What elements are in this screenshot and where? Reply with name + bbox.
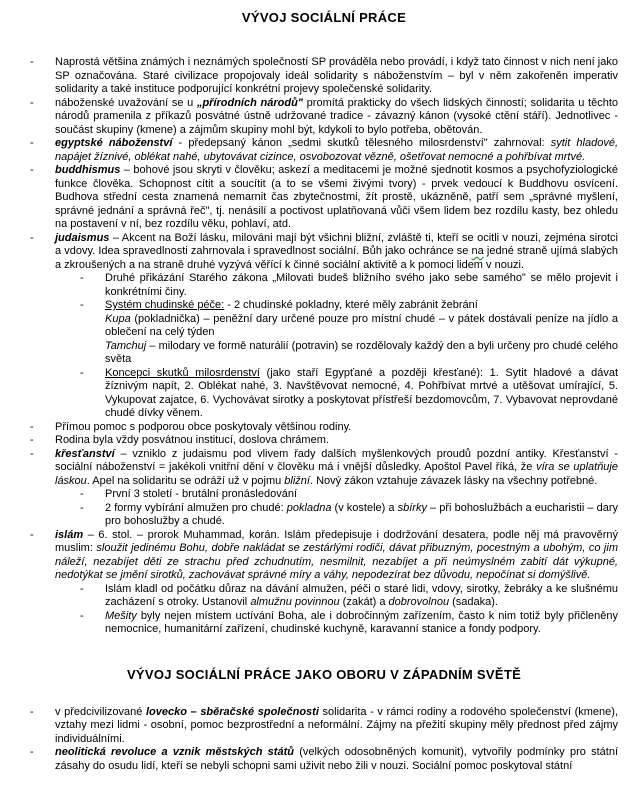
- list-item: [30, 448, 618, 489]
- list-item-text: Tamchuj – milodary ve formě naturálií (potravin) se rozdělovaly každý den a byli určeny pro chudé celého světa: [105, 339, 618, 365]
- list-item-text: náboženské uvažování se u „přírodních národů" promítá prakticky do všech lidských činností; solidarita u těchto národů pramenila z příkazů posvátné ústně udržované tradice - závazný kánon (vysoké ctění stáří). Jednotlivec - součást skupiny (kmene) a zájmům skupiny mohl být, kdykoli to bylo potřeba, obětován.: [55, 96, 618, 136]
- list-item-text: judaismus – Akcent na Boží lásku, milováni mají být všichni bližní, zvláště ti, kteří se ocitli v nouzi, zejména sirotci a vdovy. Idea spravedlnosti zahrnovala i spravedlnost sociální. Bůh jako ochránce se na jedné straně ujímá slabých a zkroušených a na straně druhé vyzývá věřící k činné sociální aktivitě a k pomoci lidem v nouzi.: [55, 231, 618, 271]
- list-item: [30, 746, 618, 773]
- list-item-text: v předcivilizované lovecko – sběračské společnosti solidarita - v rámci rodiny a rodového společenství (kmene), vztahy mezi lidmi - osobní, pomoc bezprostřední a neformální. Zájmy na přežití skupiny měly přednost před zájmy individuálními.: [55, 705, 619, 745]
- list-item-text: Přímou pomoc s podporou obce poskytovaly většinou rodiny.: [55, 420, 352, 433]
- bullet-marker: -: [30, 528, 34, 541]
- list-item-text: 2 formy vybírání almužen pro chudé: pokladna (v kostele) a sbírky – při bohoslužbách a eucharistii – dary pro bohoslužby a chudé.: [105, 501, 618, 527]
- list-item-text: islám – 6. stol. – prorok Muhammad, korán. Islám předepisuje i dodržování desatera, podle něj má pravověrný muslim: sloužit jedinému Bohu, dobře nakládat se zestárlými rodiči, dávat přibuzným, pocestným a ubohým, co jim náleží, nezabíjet děti ze strachu před zchudnutím, nesmilnit, nezabíjet a při neúmyslném zabití dát výkupné, nedotýkat se jmění sirotků, zachovávat správné míry a váhy, nepodezírat bez důvodu, nepočínat si domýšlivě.: [55, 528, 618, 581]
- bullet-marker: -: [30, 137, 34, 149]
- bullet-marker: -: [80, 582, 84, 595]
- list-item-text: První 3 století - brutální pronásledování: [105, 488, 297, 500]
- list-item-text: buddhismus – bohové jsou skryti v člověku; askezí a meditacemi je možné sjednotit kosmos a psychofyziologické funkce člověka. Schopnost cítit a soucítit (a to se všemi živými tvory) - prvek vedoucí k Buddhovu osvícení. Budhova střední cesta znamená nemarnit čas zbytečnostmi, žít prostě, ukázněně, patří sem „správné myšlení, správné jednání a správná řeč", tj. nenásilí a poctivost uplatňovaná vůči všem lidem bez rozdílu kasty, bez ohledu na postavení v ní, bez rozdílu věku, pohlaví, atd.: [55, 164, 618, 230]
- bullet-marker: -: [80, 299, 84, 311]
- list-item-text: Kupa (pokladnička) – peněžní dary určené pouze pro místní chudé – v pátek dostávali peníze na jídlo a oblečení na celý týden: [105, 312, 618, 338]
- list-item: [30, 610, 618, 637]
- section-2-list: [30, 706, 618, 774]
- list-item: [30, 367, 618, 421]
- bullet-marker: -: [80, 609, 84, 622]
- list-item-text: Systém chudinské péče: - 2 chudinské pokladny, které měly zabránit žebrání: [105, 299, 478, 311]
- list-item-text: Islám kladl od počátku důraz na dávání almužen, péči o staré lidi, vdovy, sirotky, žebráky a ke slušnému zacházení s otroky. Ustanovil almužnu povinnou (zakát) a dobrovolnou (sadaka).: [105, 582, 618, 608]
- bullet-marker: -: [30, 746, 34, 758]
- list-item: [30, 232, 618, 273]
- bullet-marker: -: [80, 366, 84, 379]
- list-item: [30, 97, 618, 138]
- bullet-marker: -: [30, 231, 34, 244]
- list-item: [30, 137, 618, 164]
- bullet-marker: -: [80, 501, 84, 514]
- bullet-marker: -: [80, 488, 84, 500]
- list-item-text: Rodina byla vždy posvátnou institucí, doslova chrámem.: [55, 434, 329, 446]
- bullet-marker: -: [30, 56, 34, 68]
- list-item: [30, 272, 618, 299]
- list-item-text: Koncepci skutků milosrdenství (jako staří Egypťané a později křesťané): 1. Sytit hladové a dávat žíznivým napít, 2. Oblékat nahé, 3. Navštěvovat nemocné, 4. Pohřbívat mrtvé a utěšovat umírající, 5. Vykupovat zajatce, 6. Vychovávat sirotky a poskytovat přístřeší bezdomovcům, 7. Vybavovat neprovdané chudé dívky věnem.: [105, 366, 619, 419]
- bullet-marker: -: [30, 705, 34, 718]
- list-item: [30, 164, 618, 232]
- list-item: [30, 313, 618, 340]
- list-item: [30, 340, 618, 367]
- list-item-text: Naprostá většina známých i neznámých společností SP prováděla nebo provádí, i když tato činnost v nich není jako SP označována. Staré civilizace propojovaly ideál solidarity s náboženstvím – byl v něm zakořeněn imperativ solidarity a také instituce podporující konkrétní projevy společenské solidarity.: [55, 56, 618, 95]
- list-item: [30, 502, 618, 529]
- list-item: [30, 583, 618, 610]
- list-item: [30, 434, 618, 448]
- list-item: [30, 488, 618, 502]
- bullet-marker: -: [30, 164, 34, 176]
- list-item: [30, 56, 618, 97]
- bullet-marker: -: [30, 420, 34, 433]
- list-item: [30, 421, 618, 435]
- list-item: [30, 529, 618, 583]
- list-item: [30, 706, 618, 747]
- list-item-text: Mešity byly nejen místem uctívání Boha, ale i dobročinným zařízením, často k nim totiž byly přičleněny nemocnice, humanitární zařízení, chudinské kuchyně, karavanní stanice a fondy podpory.: [105, 609, 618, 635]
- section-2-title: VÝVOJ SOCIÁLNÍ PRÁCE JAKO OBORU V ZÁPADNÍM SVĚTĚ: [126, 666, 522, 682]
- list-item-text: neolitická revoluce a vznik městských států (velkých odosobněných komunit), vytvořily podmínky pro státní zásahy do osudu lidí, kteří se nebyli schopni sami uživit nebo žili v nouzi. Sociální pomoc poskytoval státní: [55, 746, 619, 772]
- section-1-list: [30, 56, 618, 637]
- page-title: VÝVOJ SOCIÁLNÍ PRÁCE: [241, 10, 407, 25]
- list-item-text: křesťanství – vzniklo z judaismu pod vlivem řady dalších myšlenkových proudů pozdní antiky. Křesťanství - sociální náboženství = jakékoli vnitřní dění v člověku má i vnější důsledky. Apoštol Pavel říká, že víra se uplatňuje láskou. Apel na solidaritu se odráží už v pojmu bližní. Nový zákon vztahuje závazek lásky na všechny potřebné.: [55, 447, 618, 487]
- list-item: [30, 299, 618, 313]
- list-item-text: Druhé přikázání Starého zákona „Milovati budeš bližního svého jako sebe samého" se mělo projevit i konkrétními činy.: [105, 272, 618, 298]
- bullet-marker: -: [30, 96, 34, 109]
- bullet-marker: -: [30, 434, 34, 446]
- list-item-text: egyptské náboženství - předepsaný kánon „sedmi skutků tělesného milosrdenství" zahrnoval: sytit hladové, napájet žíznivé, oblékat nahé, ubytovávat cizince, osvobozovat vězně, ošetřovat nemocné a pohřbívat mrtvé.: [55, 137, 618, 163]
- bullet-marker: -: [80, 272, 84, 284]
- bullet-marker: -: [30, 447, 34, 460]
